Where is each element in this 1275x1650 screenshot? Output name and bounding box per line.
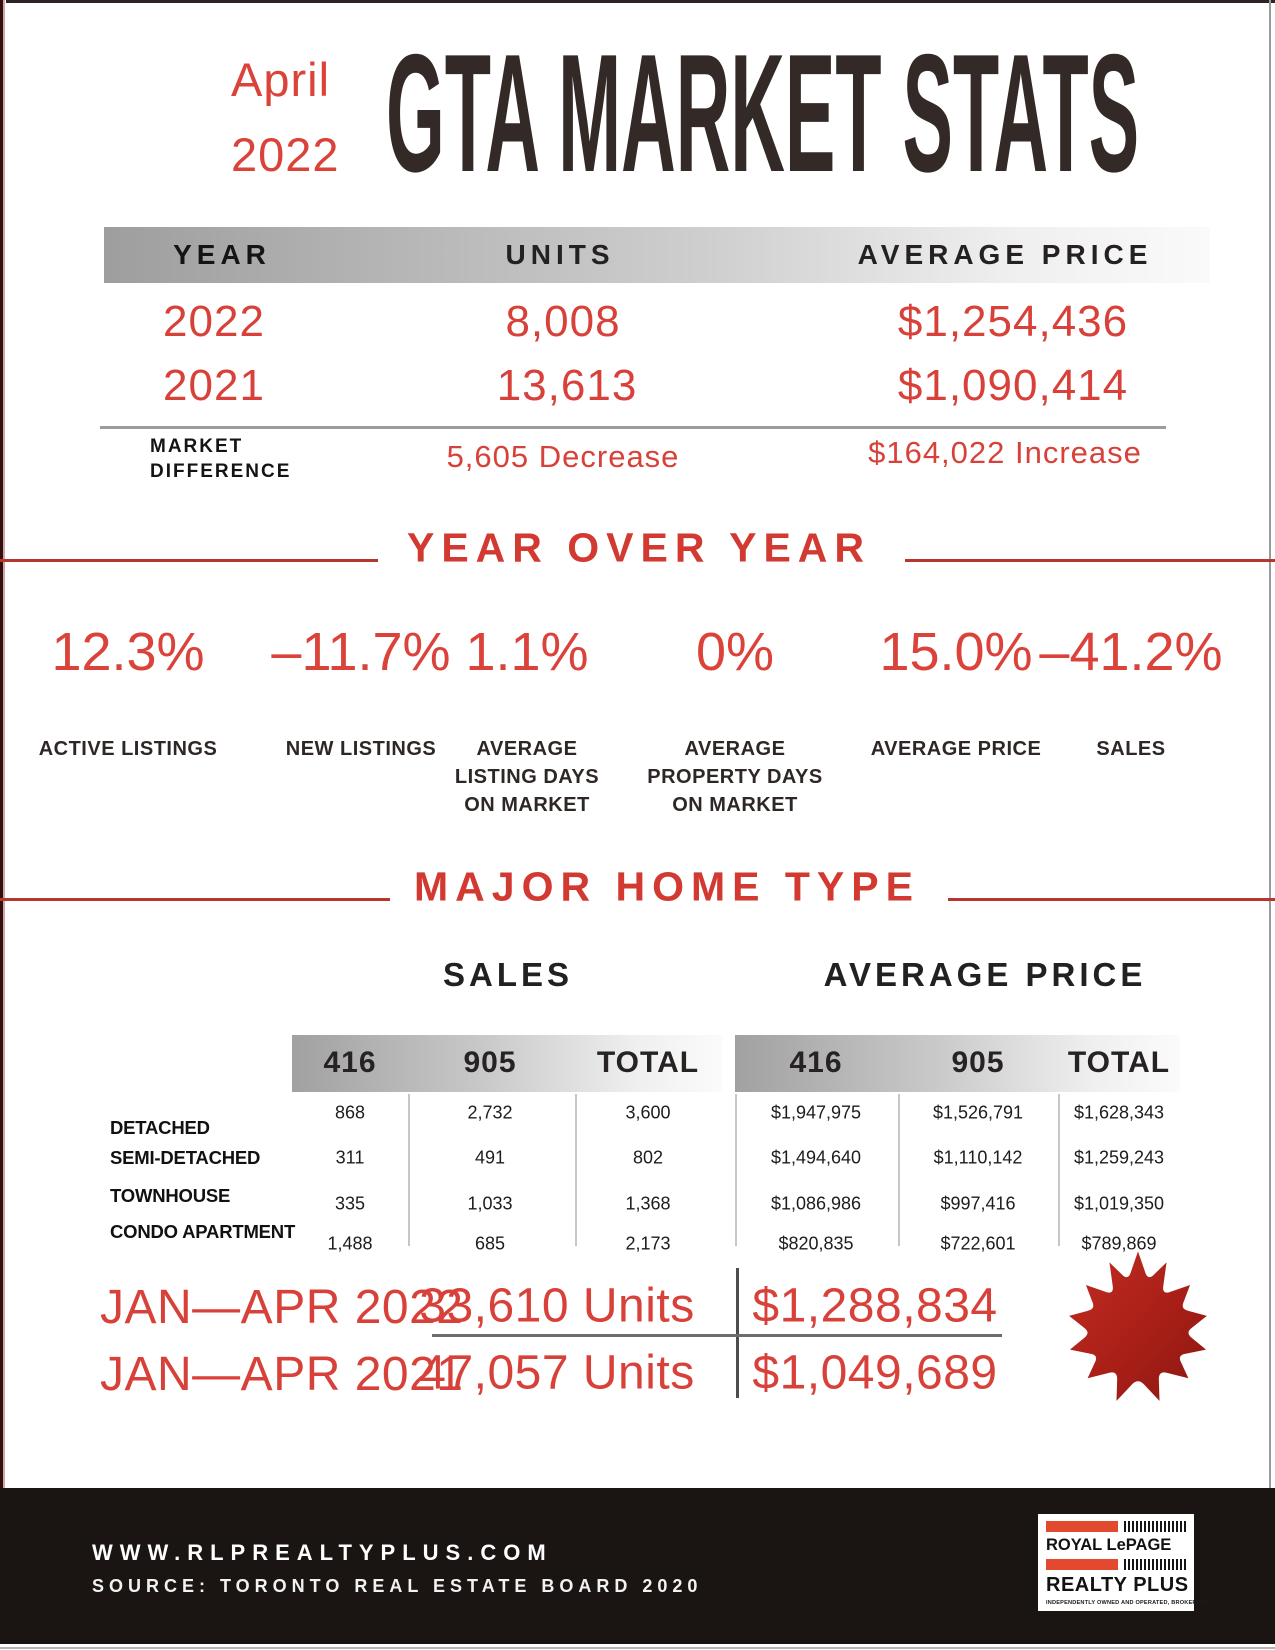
ytd-2021-units: 47,057 Units <box>419 1346 695 1400</box>
footer-source: SOURCE: TORONTO REAL ESTATE BOARD 2020 <box>92 1576 703 1596</box>
summary-col-year: YEAR <box>173 239 271 270</box>
summary-col-price: AVERAGE PRICE <box>857 239 1153 270</box>
metric-property-days-value: 0% <box>695 622 775 682</box>
royal-lepage-logo <box>1038 1514 1210 1611</box>
ytd-2022-label: JAN—APR 2022 <box>100 1281 464 1334</box>
maple-leaf-icon <box>1040 1243 1236 1411</box>
price-col-416: 416 <box>789 1046 843 1079</box>
logo-bar-row-2 <box>1046 1559 1186 1570</box>
market-difference-price: $164,022 Increase <box>868 435 1142 470</box>
metric-new-listings-label: NEW LISTINGS <box>285 738 437 760</box>
ytd-2021-price: $1,049,689 <box>752 1346 998 1400</box>
row-label-detached: DETACHED <box>110 1117 210 1138</box>
cell-semi-sales-416: 311 <box>335 1147 365 1168</box>
row-label-condo-apartment: CONDO APARTMENT <box>110 1221 296 1242</box>
cell-town-sales-416: 335 <box>334 1193 366 1214</box>
metric-active-listings-label: ACTIVE LISTINGS <box>38 738 218 760</box>
row-label-townhouse: TOWNHOUSE <box>110 1185 231 1206</box>
cell-detached-price-total: $1,628,343 <box>1073 1102 1165 1123</box>
price-col-905: 905 <box>951 1046 1005 1079</box>
left-border <box>0 0 6 1490</box>
sales-col-416: 416 <box>323 1046 377 1079</box>
page-title: GTA MARKET STATS <box>386 19 1140 207</box>
cell-semi-price-416: $1,494,640 <box>770 1147 862 1168</box>
cell-town-sales-905: 1,033 <box>467 1193 513 1214</box>
row-label-semi-detached: SEMI-DETACHED <box>110 1147 261 1168</box>
cell-condo-sales-905: 685 <box>474 1233 506 1254</box>
metric-new-listings-value: –11.7% <box>271 622 451 682</box>
cell-detached-sales-905: 2,732 <box>467 1102 513 1123</box>
sales-table-heading: SALES <box>442 956 574 993</box>
logo-bar-row-1 <box>1046 1521 1186 1532</box>
market-difference-label: MARKET DIFFERENCE <box>150 436 292 482</box>
cell-semi-sales-905: 491 <box>474 1147 506 1168</box>
mht-right-rule <box>948 898 1275 901</box>
ytd-2022-price: $1,288,834 <box>752 1279 998 1333</box>
sales-col-separator-1 <box>408 1094 410 1246</box>
logo-red-bar-1 <box>1046 1521 1118 1532</box>
cell-semi-price-total: $1,259,243 <box>1073 1147 1165 1168</box>
summary-divider-line <box>100 426 1166 429</box>
cell-town-sales-total: 1,368 <box>625 1193 671 1214</box>
metric-listing-days-label: AVERAGE LISTING DAYS ON MARKET <box>454 738 600 816</box>
cell-detached-sales-416: 868 <box>334 1102 366 1123</box>
logo-brokerage-name: REALTY PLUS <box>1046 1574 1189 1596</box>
cell-condo-sales-total: 2,173 <box>625 1233 671 1254</box>
cell-condo-price-416: $820,835 <box>778 1233 854 1254</box>
report-month: April <box>231 53 331 106</box>
logo-red-bar-2 <box>1046 1559 1118 1570</box>
summary-price-2022: $1,254,436 <box>897 297 1129 346</box>
sales-col-separator-2 <box>575 1094 577 1246</box>
cell-detached-price-905: $1,526,791 <box>932 1102 1024 1123</box>
metric-property-days-label: AVERAGE PROPERTY DAYS ON MARKET <box>647 738 823 816</box>
summary-col-units: UNITS <box>505 239 615 270</box>
logo-barcode-1 <box>1124 1521 1186 1532</box>
metric-listing-days-value: 1.1% <box>465 622 589 682</box>
metric-sales-value: –41.2% <box>1039 622 1223 682</box>
top-border <box>0 0 1275 3</box>
cell-town-price-416: $1,086,986 <box>770 1193 862 1214</box>
bottom-border <box>0 1647 1275 1649</box>
summary-price-2021: $1,090,414 <box>897 361 1129 410</box>
right-border <box>1269 0 1271 1490</box>
cell-condo-price-total: $789,869 <box>1081 1233 1157 1254</box>
metric-sales-label: SALES <box>1096 738 1166 760</box>
cell-semi-sales-total: 802 <box>632 1147 664 1168</box>
mht-heading: MAJOR HOME TYPE <box>414 863 920 910</box>
ytd-2021-label: JAN—APR 2021 <box>100 1348 464 1401</box>
mht-left-rule <box>0 898 390 901</box>
metric-average-price-label: AVERAGE PRICE <box>870 738 1042 760</box>
cell-detached-sales-total: 3,600 <box>625 1102 671 1123</box>
metric-active-listings-value: 12.3% <box>51 622 205 682</box>
cell-condo-sales-416: 1,488 <box>327 1233 373 1254</box>
logo-barcode-2 <box>1124 1559 1186 1570</box>
ytd-vertical-divider <box>736 1268 739 1398</box>
yoy-left-rule <box>0 559 378 562</box>
cell-detached-price-416: $1,947,975 <box>770 1102 862 1123</box>
metric-average-price-value: 15.0% <box>879 622 1033 682</box>
logo-disclaimer: INDEPENDENTLY OWNED AND OPERATED, BROKERAGE <box>1046 1600 1210 1606</box>
cell-semi-price-905: $1,110,142 <box>933 1147 1023 1168</box>
cell-town-price-905: $997,416 <box>940 1193 1016 1214</box>
cell-condo-price-905: $722,601 <box>940 1233 1016 1254</box>
footer-website: WWW.RLPREALTYPLUS.COM <box>92 1540 553 1565</box>
ytd-2022-units: 33,610 Units <box>419 1279 695 1333</box>
ytd-horizontal-divider <box>432 1334 1002 1337</box>
cell-town-price-total: $1,019,350 <box>1073 1193 1165 1214</box>
sales-col-total: TOTAL <box>596 1046 700 1079</box>
yoy-heading: YEAR OVER YEAR <box>406 524 872 571</box>
price-col-separator-2 <box>1058 1094 1060 1246</box>
logo-brand-name: ROYAL LePAGE <box>1046 1536 1172 1554</box>
price-col-separator-1 <box>898 1094 900 1246</box>
sales-col-905: 905 <box>463 1046 517 1079</box>
summary-units-2021: 13,613 <box>496 361 638 410</box>
price-table-heading: AVERAGE PRICE <box>823 956 1147 993</box>
summary-year-2021: 2021 <box>163 361 265 410</box>
price-col-total: TOTAL <box>1067 1046 1171 1079</box>
market-difference-units: 5,605 Decrease <box>446 439 680 474</box>
price-table-left-edge <box>735 1094 737 1246</box>
report-year: 2022 <box>231 128 340 181</box>
yoy-right-rule <box>905 559 1275 562</box>
summary-units-2022: 8,008 <box>505 297 621 346</box>
summary-year-2022: 2022 <box>163 297 265 346</box>
